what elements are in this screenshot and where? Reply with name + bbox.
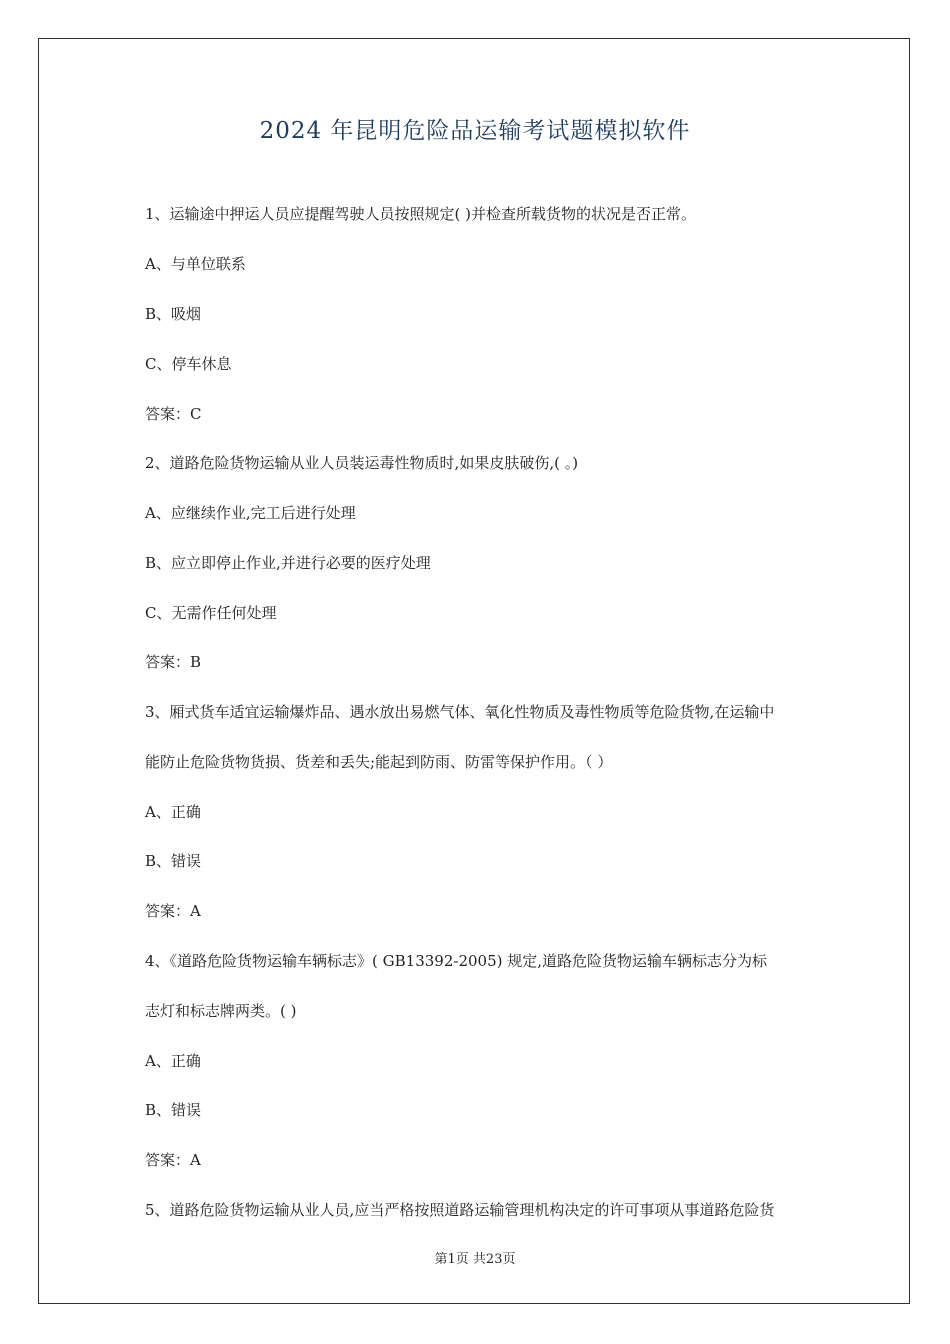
question-2-answer: 答案：B	[145, 653, 202, 671]
question-1-option-a: A、与单位联系	[145, 255, 246, 273]
question-1-answer: 答案：C	[145, 405, 202, 423]
question-4-option-b: B、错误	[145, 1101, 202, 1119]
question-2-option-a: A、应继续作业,完工后进行处理	[145, 504, 356, 522]
document-title: 2024 年昆明危险品运输考试题模拟软件	[259, 118, 691, 144]
question-2-option-b: B、应立即停止作业,并进行必要的医疗处理	[145, 554, 431, 572]
question-2-option-c: C、无需作任何处理	[145, 604, 277, 622]
question-3-answer: 答案：A	[145, 902, 201, 920]
question-4-text: 4、《道路危险货物运输车辆标志》( GB13392-2005) 规定,道路危险货物运输车辆标志分为标	[145, 952, 768, 970]
question-4-option-a: A、正确	[145, 1052, 201, 1070]
question-3-text: 3、厢式货车适宜运输爆炸品、遇水放出易燃气体、氧化性物质及毒性物质等危险货物,在运输中	[145, 703, 775, 721]
question-2-text: 2、道路危险货物运输从业人员装运毒性物质时,如果皮肤破伤,( 。)	[145, 454, 579, 472]
question-3-option-a: A、正确	[145, 803, 201, 821]
question-4-answer: 答案：A	[145, 1151, 201, 1169]
question-1-option-c: C、停车休息	[145, 355, 232, 373]
question-3-text-cont: 能防止危险货物货损、货差和丢失;能起到防雨、防雷等保护作用。（ ）	[145, 753, 613, 771]
page-footer: 第1页 共23页	[434, 1252, 516, 1267]
question-5-text: 5、道路危险货物运输从业人员,应当严格按照道路运输管理机构决定的许可事项从事道路危险货	[145, 1201, 775, 1219]
question-1-text: 1、运输途中押运人员应提醒驾驶人员按照规定( )并检查所载货物的状况是否正常。	[145, 205, 697, 223]
question-3-option-b: B、错误	[145, 852, 202, 870]
question-4-text-cont: 志灯和标志牌两类。( )	[145, 1002, 297, 1020]
question-1-option-b: B、吸烟	[145, 305, 202, 323]
